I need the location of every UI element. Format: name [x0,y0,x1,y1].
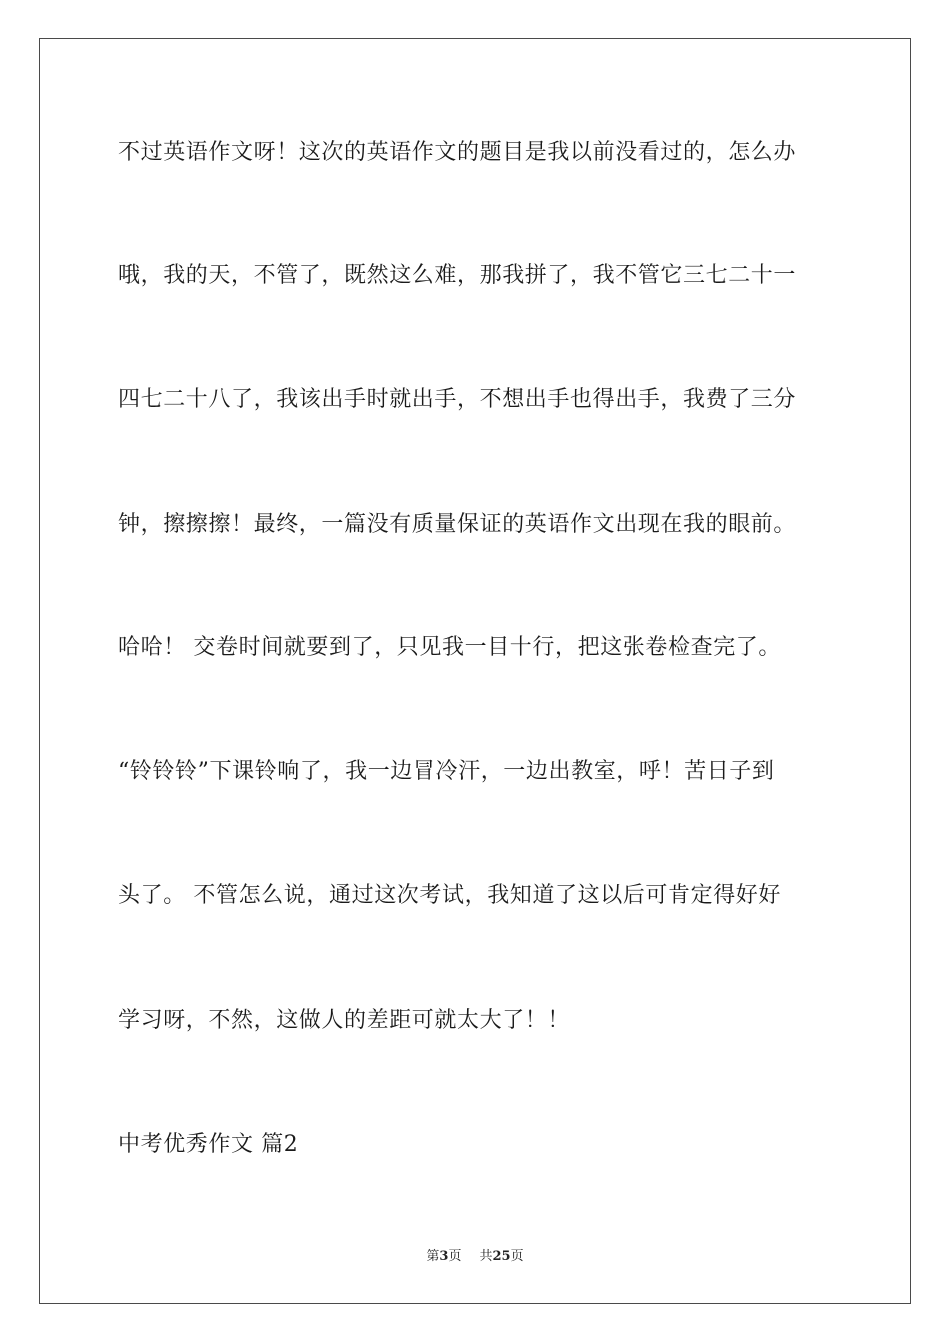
section-heading: 中考优秀作文 篇2 [118,1132,299,1157]
body-text-line-8: 学习呀，不然，这做人的差距可就太大了！！ [118,1008,571,1033]
body-text-line-2: 哦，我的天，不管了，既然这么难，那我拼了，我不管它三七二十一 [118,263,797,288]
page-border [39,38,911,1304]
footer-page-prefix: 第 [426,1249,440,1264]
footer-total-pages: 25 [492,1249,511,1264]
body-text-line-5: 哈哈！ 交卷时间就要到了，只见我一目十行，把这张卷检查完了。 [118,635,781,660]
body-text-line-7: 头了。 不管怎么说，通过这次考试，我知道了这以后可肯定得好好 [118,883,781,908]
body-text-line-3: 四七二十八了，我该出手时就出手，不想出手也得出手，我费了三分 [118,387,797,412]
body-text-line-6: “铃铃铃”下课铃响了，我一边冒冷汗，一边出教室，呼！苦日子到 [118,759,775,784]
footer-total-suffix: 页 [510,1249,524,1264]
footer-total-prefix: 共 [479,1249,493,1264]
body-text-line-4: 钟，擦擦擦！最终，一篇没有质量保证的英语作文出现在我的眼前。 [118,512,797,537]
footer-page-suffix: 页 [448,1249,462,1264]
page-footer [0,1248,950,1266]
footer-page-number: 3 [439,1249,449,1264]
body-text-line-1: 不过英语作文呀！这次的英语作文的题目是我以前没看过的，怎么办 [118,140,797,165]
